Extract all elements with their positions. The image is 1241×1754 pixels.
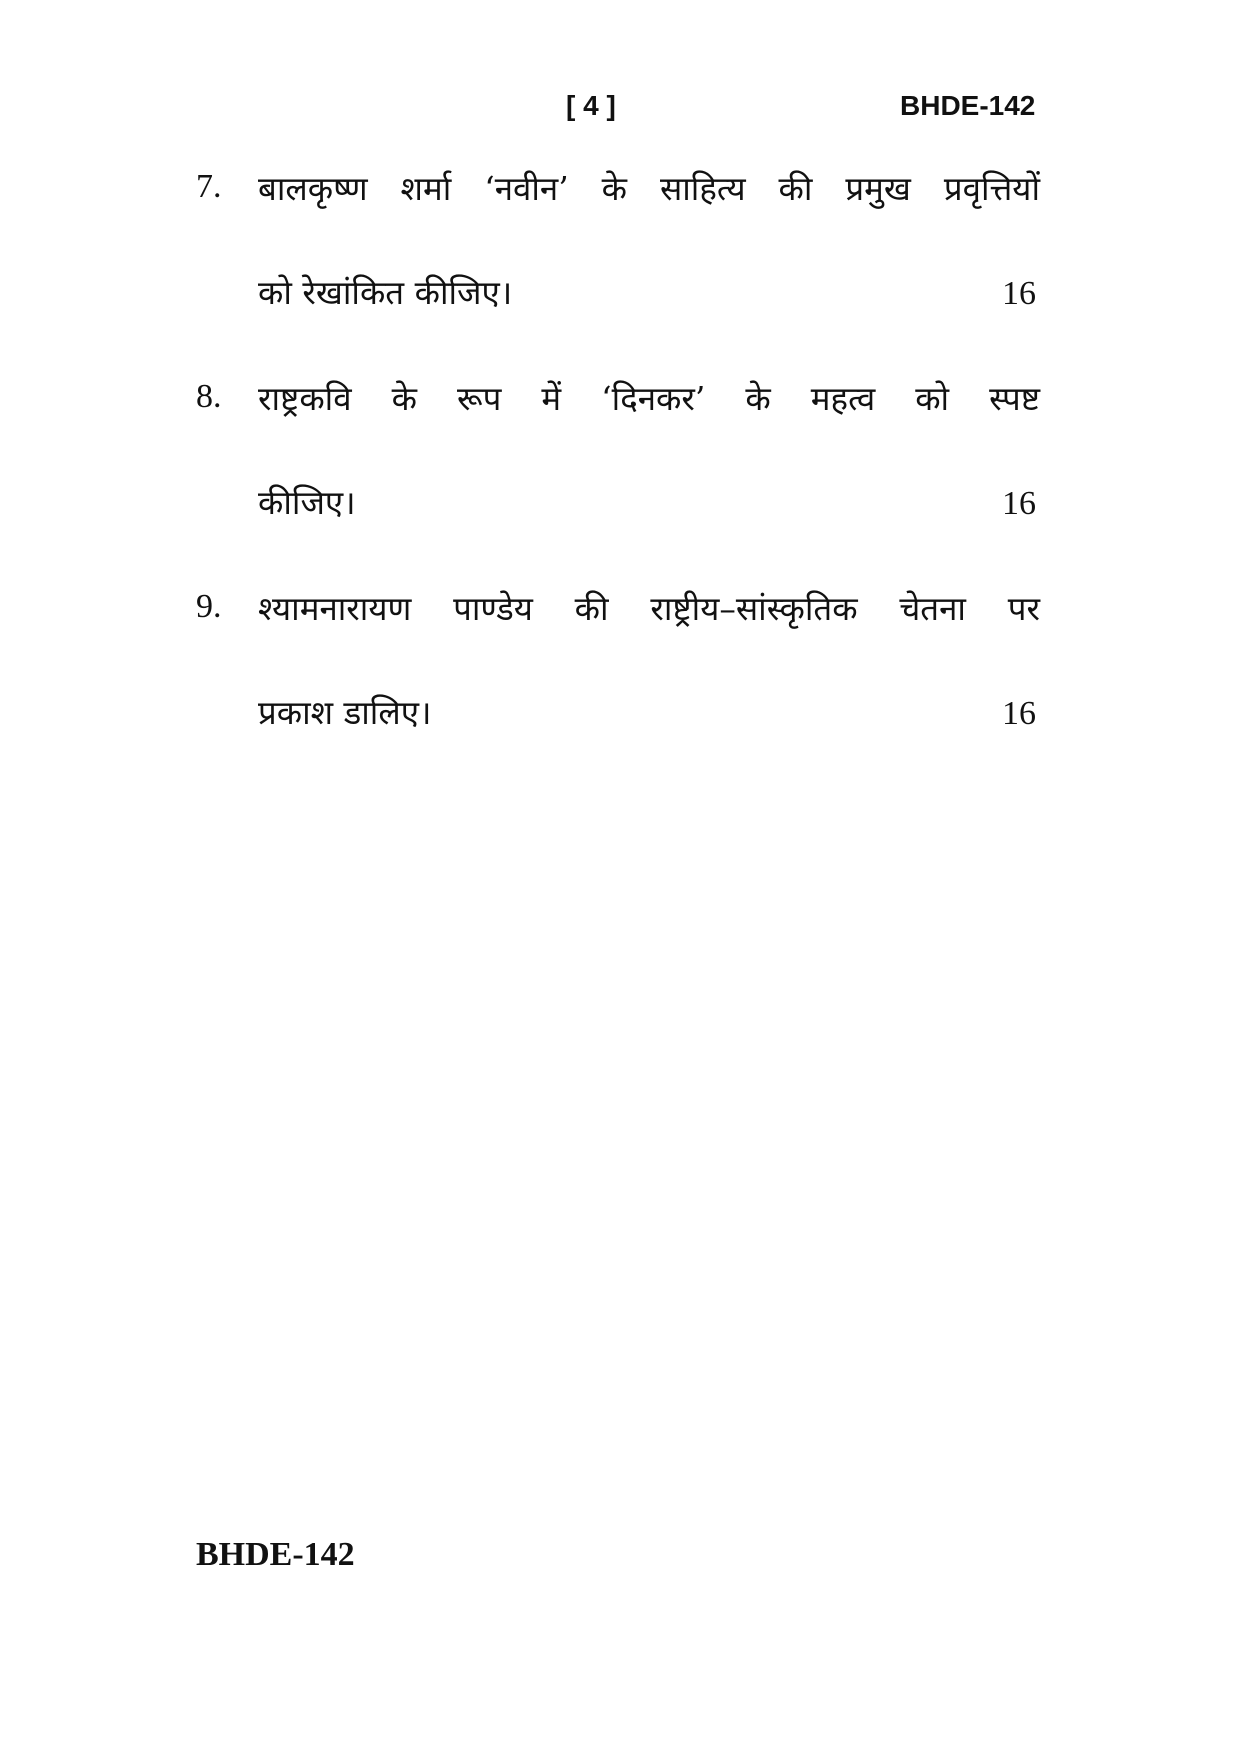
header-course-code: BHDE-142 bbox=[900, 90, 1036, 121]
question-number: 9. bbox=[196, 588, 222, 625]
question-text-line2: को रेखांकित कीजिए। bbox=[258, 273, 513, 312]
page-number: [ 4 ] bbox=[566, 90, 616, 121]
question-text-line2: प्रकाश डालिए। bbox=[258, 693, 432, 732]
question-text-line1: श्यामनारायण पाण्डेय की राष्ट्रीय–सांस्कृतिक चेतना पर bbox=[258, 589, 1040, 628]
question-text-line1: राष्ट्रकवि के रूप में ‘दिनकर’ के महत्व को स्पष्ट bbox=[258, 379, 1040, 418]
question-text-line1: बालकृष्ण शर्मा ‘नवीन’ के साहित्य की प्रमुख प्रवृत्तियों bbox=[258, 169, 1040, 208]
question-number: 7. bbox=[196, 168, 222, 205]
question-number: 8. bbox=[196, 378, 222, 415]
question-marks: 16 bbox=[1002, 485, 1036, 522]
question-marks: 16 bbox=[1002, 695, 1036, 732]
question-text-line2: कीजिए। bbox=[258, 483, 356, 522]
question-marks: 16 bbox=[1002, 275, 1036, 312]
footer-course-code: BHDE-142 bbox=[196, 1536, 355, 1573]
